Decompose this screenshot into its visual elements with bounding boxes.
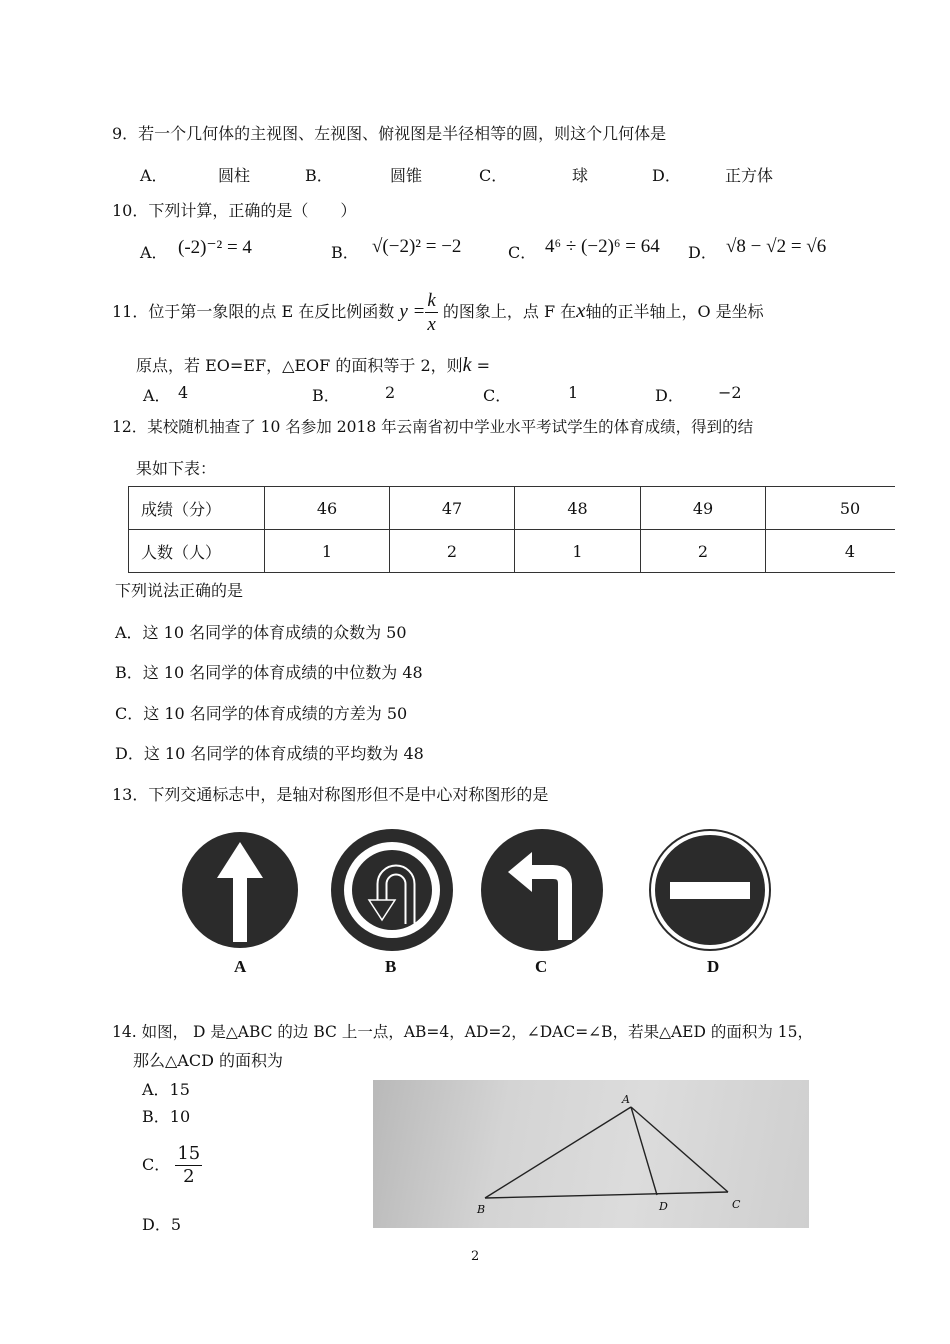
q14-option-a: A．15: [142, 1080, 190, 1099]
vertex-label-d: D: [659, 1200, 668, 1213]
q10-option-b-letter: B．: [331, 243, 359, 262]
q9-option-b-text: 圆锥: [390, 166, 423, 185]
scores-table: [128, 486, 895, 573]
q11-stem-part1: 11．位于第一象限的点 E 在反比例函数: [112, 302, 395, 321]
q11-line2-part2: =: [471, 356, 491, 375]
q11-function-y: y =: [399, 301, 426, 322]
q11-axis-x: x: [576, 298, 586, 322]
q12-option-a: A．这 10 名同学的体育成绩的众数为 50: [115, 623, 407, 642]
vertex-label-b: B: [477, 1203, 486, 1216]
vertex-label-a: A: [622, 1093, 630, 1106]
q12-stem-line1: 12．某校随机抽查了 10 名参加 2018 年云南省初中学业水平考试学生的体育成绩，得到的结: [112, 418, 754, 436]
q11-stem-line2: [136, 353, 490, 377]
q10-option-c-formula: 4⁶ ÷ (−2)⁶ = 64: [545, 236, 660, 257]
q10-option-d-letter: D．: [688, 243, 717, 262]
sign-label-c: C: [535, 957, 548, 976]
table-cell: 1: [265, 530, 390, 573]
sign-a-straight-arrow-icon: [182, 832, 298, 948]
q11-option-d-letter: D．: [655, 386, 684, 405]
table-row: [129, 530, 896, 573]
q14-option-c: [142, 1140, 202, 1190]
q9-option-c-text: 球: [572, 166, 589, 185]
q11-option-a-text: 4: [178, 383, 189, 402]
q10-stem: 10．下列计算，正确的是（ ）: [112, 201, 357, 220]
sign-c-left-turn-icon: [481, 829, 603, 951]
q11-k-symbol: k: [462, 354, 472, 376]
q12-stem-line2: 果如下表：: [136, 459, 217, 478]
table-row-header: 成绩（分）: [129, 487, 265, 530]
q14-stem-line2: 那么△ACD 的面积为: [133, 1051, 284, 1070]
q12-option-c: C．这 10 名同学的体育成绩的方差为 50: [115, 704, 408, 723]
q11-option-c-text: 1: [568, 383, 579, 402]
q14-option-c-fraction: [175, 1145, 202, 1186]
table-cell: 50: [766, 487, 896, 530]
q12-option-d: D．这 10 名同学的体育成绩的平均数为 48: [115, 744, 424, 763]
table-row-header: 人数（人）: [129, 530, 265, 573]
table-cell: 46: [265, 487, 390, 530]
q11-fraction-denominator: x: [427, 314, 436, 335]
q14-option-d: D．5: [142, 1215, 182, 1234]
q11-option-d-text: −2: [718, 383, 742, 402]
q10-option-a-formula: (-2)⁻² = 4: [178, 237, 252, 258]
q11-option-b-text: 2: [385, 383, 396, 402]
q11-stem-part2: 的图象上，点 F 在: [442, 302, 577, 321]
q12-question: 下列说法正确的是: [115, 581, 244, 600]
sign-label-a: A: [234, 957, 247, 976]
triangle-abc-diagram: [373, 1080, 809, 1228]
table-cell: 1: [515, 530, 641, 573]
q11-stem-line1: [112, 288, 764, 334]
sign-d-no-entry-icon: [650, 830, 770, 950]
vertex-label-c: C: [732, 1198, 741, 1211]
q9-option-b-letter: B．: [305, 166, 333, 185]
table-cell: 2: [390, 530, 515, 573]
q11-option-b-letter: B．: [312, 386, 340, 405]
q12-option-b: B．这 10 名同学的体育成绩的中位数为 48: [115, 663, 423, 682]
q9-option-a-text: 圆柱: [218, 166, 251, 185]
table-cell: 4: [766, 530, 896, 573]
sign-b-u-turn-icon: [331, 829, 453, 951]
q9-option-d-text: 正方体: [725, 166, 774, 185]
traffic-signs-figure: [170, 822, 790, 957]
q10-option-c-letter: C．: [508, 243, 537, 262]
q10-option-d-formula: √8 − √2 = √6: [726, 236, 827, 257]
table-cell: 49: [641, 487, 766, 530]
sign-label-d: D: [707, 957, 720, 976]
q11-option-c-letter: C．: [483, 386, 512, 405]
q11-fraction-numerator: k: [427, 290, 436, 311]
sign-label-b: B: [385, 957, 397, 976]
q13-stem: 13．下列交通标志中，是轴对称图形但不是中心对称图形的是: [112, 785, 549, 804]
q9-option-d-letter: D．: [652, 166, 681, 185]
q9-option-a-letter: A．: [140, 166, 168, 185]
q14-stem-line1: 14. 如图， D 是△ABC 的边 BC 上一点，AB=4，AD=2，∠DAC=∠B，若果△AED 的面积为 15，: [112, 1023, 813, 1041]
q14-option-b: B．10: [142, 1107, 191, 1126]
page-number: 2: [471, 1249, 480, 1264]
q9-option-c-letter: C．: [479, 166, 508, 185]
q14-option-c-numerator: 15: [177, 1143, 201, 1164]
q14-option-c-letter: C．: [142, 1155, 171, 1174]
q9-stem: 9．若一个几何体的主视图、左视图、俯视图是半径相等的圆，则这个几何体是: [112, 124, 667, 143]
q11-line2-part1: 原点，若 EO=EF，△EOF 的面积等于 2，则: [136, 356, 463, 375]
table-cell: 2: [641, 530, 766, 573]
table-cell: 47: [390, 487, 515, 530]
q11-stem-part3: 轴的正半轴上，O 是坐标: [585, 302, 764, 321]
table-cell: 48: [515, 487, 641, 530]
q11-function-fraction: [425, 291, 437, 334]
q10-option-a-letter: A．: [140, 243, 168, 262]
table-row: [129, 487, 896, 530]
q14-option-c-denominator: 2: [183, 1166, 195, 1187]
q10-option-b-formula: √(−2)² = −2: [372, 236, 462, 257]
triangle-figure-photo: [373, 1080, 809, 1228]
q11-option-a-letter: A．: [143, 386, 171, 405]
